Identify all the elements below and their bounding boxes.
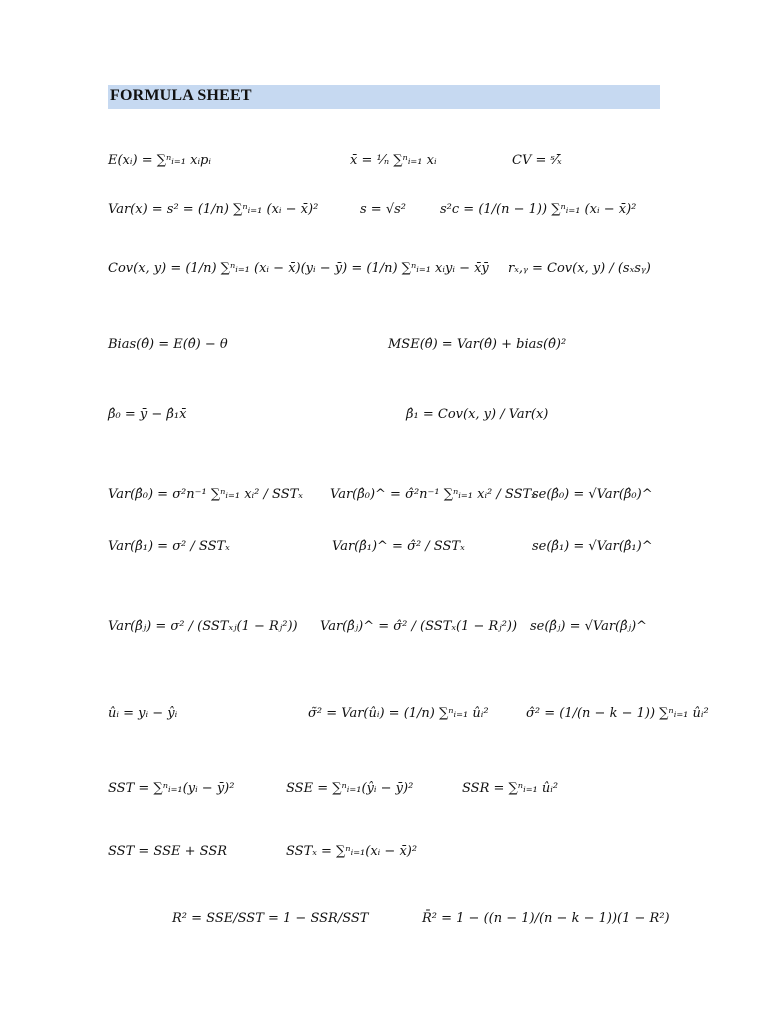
formula-sd: s = √s² — [360, 202, 406, 217]
formula-adjusted-r-squared: R̄² = 1 − ((n − 1)/(n − k − 1))(1 − R²) — [422, 911, 670, 926]
formula-sst-decomposition: SST = SSE + SSR — [108, 844, 228, 859]
formula-se-beta0: se(β̂₀) = √Var(β̂₀)^ — [532, 487, 653, 502]
formula-sst-x: SSTₓ = ∑ⁿᵢ₌₁(xᵢ − x̄)² — [286, 844, 418, 859]
formula-ssr: SSR = ∑ⁿᵢ₌₁ ûᵢ² — [462, 781, 559, 796]
formula-var-beta0-hat: Var(β̂₀)^ = σ̂²n⁻¹ ∑ⁿᵢ₌₁ xᵢ² / SSTₓ — [330, 487, 536, 502]
formula-se-betaj: se(β̂ⱼ) = √Var(β̂ⱼ)^ — [530, 619, 648, 634]
formula-var-betaj: Var(β̂ⱼ) = σ² / (SSTₓⱼ(1 − Rⱼ²)) — [108, 619, 298, 634]
formula-bias: Bias(θ̂) = E(θ̂) − θ — [108, 337, 228, 352]
formula-correlation: rₓ,ᵧ = Cov(x, y) / (sₓsᵧ) — [508, 261, 651, 276]
formula-covariance: Cov(x, y) = (1/n) ∑ⁿᵢ₌₁ (xᵢ − x̄)(yᵢ − ȳ) = (1/n) ∑ⁿᵢ₌₁ xᵢyᵢ − x̄ȳ — [108, 261, 489, 276]
formula-sample-variance: s²c = (1/(n − 1)) ∑ⁿᵢ₌₁ (xᵢ − x̄)² — [440, 202, 637, 217]
formula-beta1-hat: β̂₁ = Cov(x, y) / Var(x) — [406, 407, 549, 422]
formula-var-betaj-hat: Var(β̂ⱼ)^ = σ̂² / (SSTₓ(1 − Rⱼ²)) — [320, 619, 518, 634]
formula-mse: MSE(θ̂) = Var(θ̂) + bias(θ̂)² — [388, 337, 567, 352]
formula-sigma-tilde: σ̃² = Var(ûᵢ) = (1/n) ∑ⁿᵢ₌₁ ûᵢ² — [308, 706, 489, 721]
formula-var-beta1: Var(β̂₁) = σ² / SSTₓ — [108, 539, 230, 554]
formula-expectation: E(xᵢ) = ∑ⁿᵢ₌₁ xᵢpᵢ — [108, 153, 211, 168]
formula-residual: ûᵢ = yᵢ − ŷᵢ — [108, 706, 178, 721]
formula-mean: x̄ = ¹⁄ₙ ∑ⁿᵢ₌₁ xᵢ — [350, 153, 437, 168]
page-title: FORMULA SHEET — [110, 87, 252, 104]
formula-var-beta1-hat: Var(β̂₁)^ = σ̂² / SSTₓ — [332, 539, 465, 554]
formula-sst: SST = ∑ⁿᵢ₌₁(yᵢ − ȳ)² — [108, 781, 235, 796]
formula-se-beta1: se(β̂₁) = √Var(β̂₁)^ — [532, 539, 653, 554]
formula-variance: Var(x) = s² = (1/n) ∑ⁿᵢ₌₁ (xᵢ − x̄)² — [108, 202, 319, 217]
title-bar — [108, 85, 660, 109]
formula-var-beta0: Var(β̂₀) = σ²n⁻¹ ∑ⁿᵢ₌₁ xᵢ² / SSTₓ — [108, 487, 303, 502]
formula-sigma-hat: σ̂² = (1/(n − k − 1)) ∑ⁿᵢ₌₁ ûᵢ² — [526, 706, 709, 721]
formula-sse: SSE = ∑ⁿᵢ₌₁(ŷᵢ − ȳ)² — [286, 781, 414, 796]
formula-cv: CV = ˢ⁄ₓ̄ — [512, 153, 562, 168]
formula-r-squared: R² = SSE/SST = 1 − SSR/SST — [172, 911, 369, 926]
formula-beta0-hat: β̂₀ = ȳ − β̂₁x̄ — [108, 407, 187, 422]
